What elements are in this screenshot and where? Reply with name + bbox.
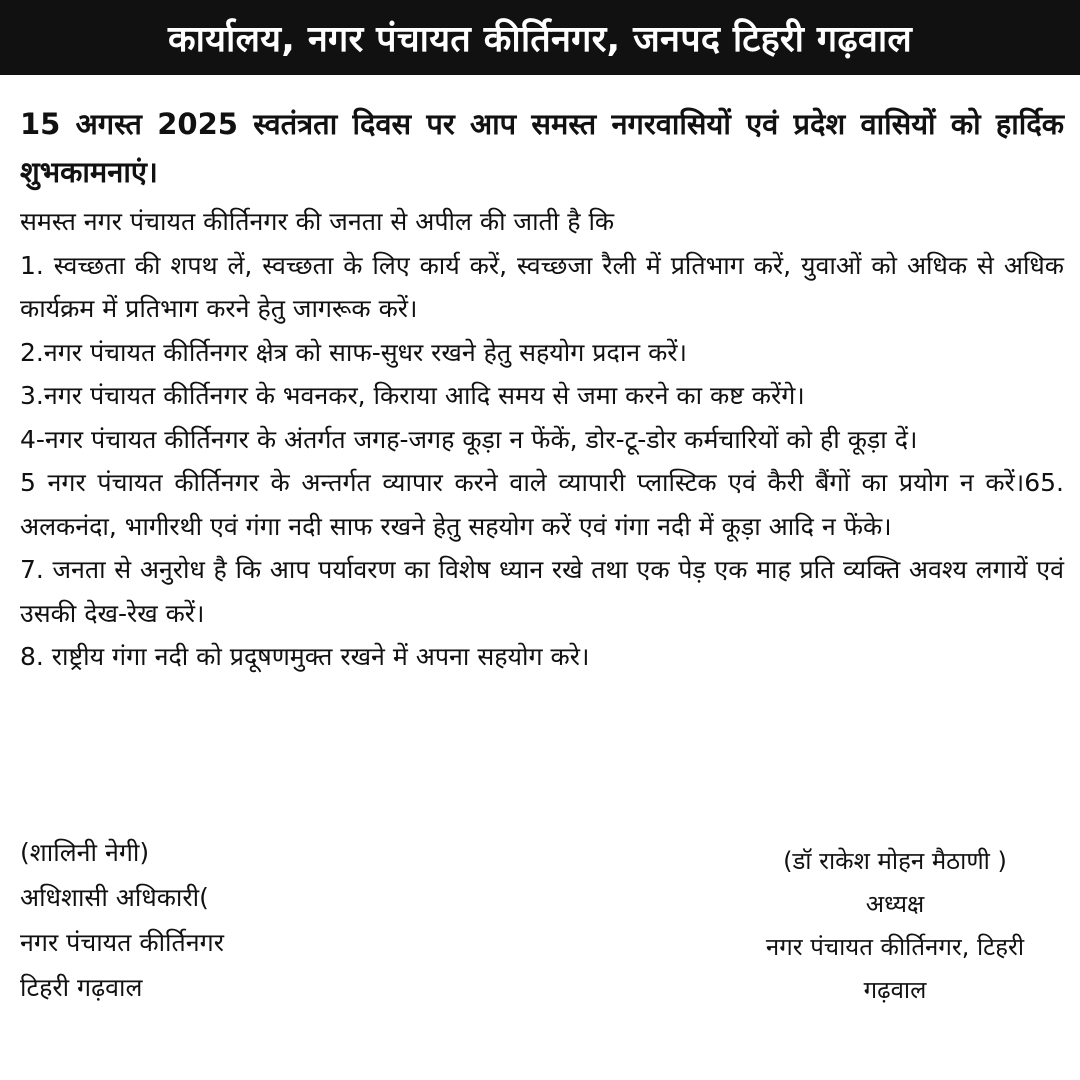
signatory-right-designation: अध्यक्ष xyxy=(865,890,925,918)
signatory-left-designation: अधिशासी अधिकारी( xyxy=(20,883,209,912)
appeal-point-8: 8. राष्ट्रीय गंगा नदी को प्रदूषणमुक्त रखने में अपना सहयोग करे। xyxy=(20,642,590,671)
appeal-point-7: 7. जनता से अनुरोध है कि आप पर्यावरण का विशेष ध्यान रखे तथा एक पेड़ एक माह प्रति व्यक्ति अवश्य लगायें एवं उसकी देख-रेख करें। xyxy=(20,555,1064,628)
appeal-point-3: 3.नगर पंचायत कीर्तिनगर के भवनकर, किराया आदि समय से जमा करने का कष्ट करेंगे। xyxy=(20,381,805,410)
signatory-right-district: गढ़वाल xyxy=(863,976,927,1004)
header-bar xyxy=(0,0,1080,75)
greeting-heading: 15 अगस्त 2025 स्वतंत्रता दिवस पर आप समस्त नगरवासियों एवं प्रदेश वासियों को हार्दिक शुभकामनाएं। xyxy=(20,107,1064,189)
page-title: कार्यालय, नगर पंचायत कीर्तिनगर, जनपद टिहरी गढ़वाल xyxy=(168,19,912,60)
appeal-point-2: 2.नगर पंचायत कीर्तिनगर क्षेत्र को साफ-सुधर रखने हेतु सहयोग प्रदान करें। xyxy=(20,337,687,367)
appeal-point-1: 1. स्वच्छता की शपथ लें, स्वच्छता के लिए कार्य करें, स्वच्छजा रैली में प्रतिभाग करें, युवाओं को अधिक से अधिक कार्यक्रम में प्रतिभाग करने हेतु जागरूक करें। xyxy=(20,250,1064,323)
appeal-body xyxy=(20,200,1064,679)
signatory-left xyxy=(20,830,440,1010)
signatory-right-name: (डॉ राकेश मोहन मैठाणी ) xyxy=(783,847,1007,875)
signatory-left-office: नगर पंचायत कीर्तिनगर xyxy=(20,928,224,957)
signatory-right-office: नगर पंचायत कीर्तिनगर, टिहरी xyxy=(765,933,1025,961)
appeal-point-5-6: 5 नगर पंचायत कीर्तिनगर के अन्तर्गत व्यापार करने वाले व्यापारी प्लास्टिक एवं कैरी बैंगों का प्रयोग न करें।65. अलकनंदा, भागीरथी एवं गंगा नदी साफ रखने हेतु सहयोग करें एवं गंगा नदी में कूड़ा आदि न फेंके। xyxy=(20,468,1064,541)
appeal-point-4: 4-नगर पंचायत कीर्तिनगर के अंतर्गत जगह-जगह कूड़ा न फेंकें, डोर-टू-डोर कर्मचारियों को ही कूड़ा दें। xyxy=(20,424,918,454)
appeal-intro: समस्त नगर पंचायत कीर्तिनगर की जनता से अपील की जाती है कि xyxy=(20,207,615,236)
signatory-left-district: टिहरी गढ़वाल xyxy=(20,973,143,1002)
signatory-right xyxy=(710,840,1080,1012)
signatory-left-name: (शालिनी नेगी) xyxy=(20,838,150,867)
